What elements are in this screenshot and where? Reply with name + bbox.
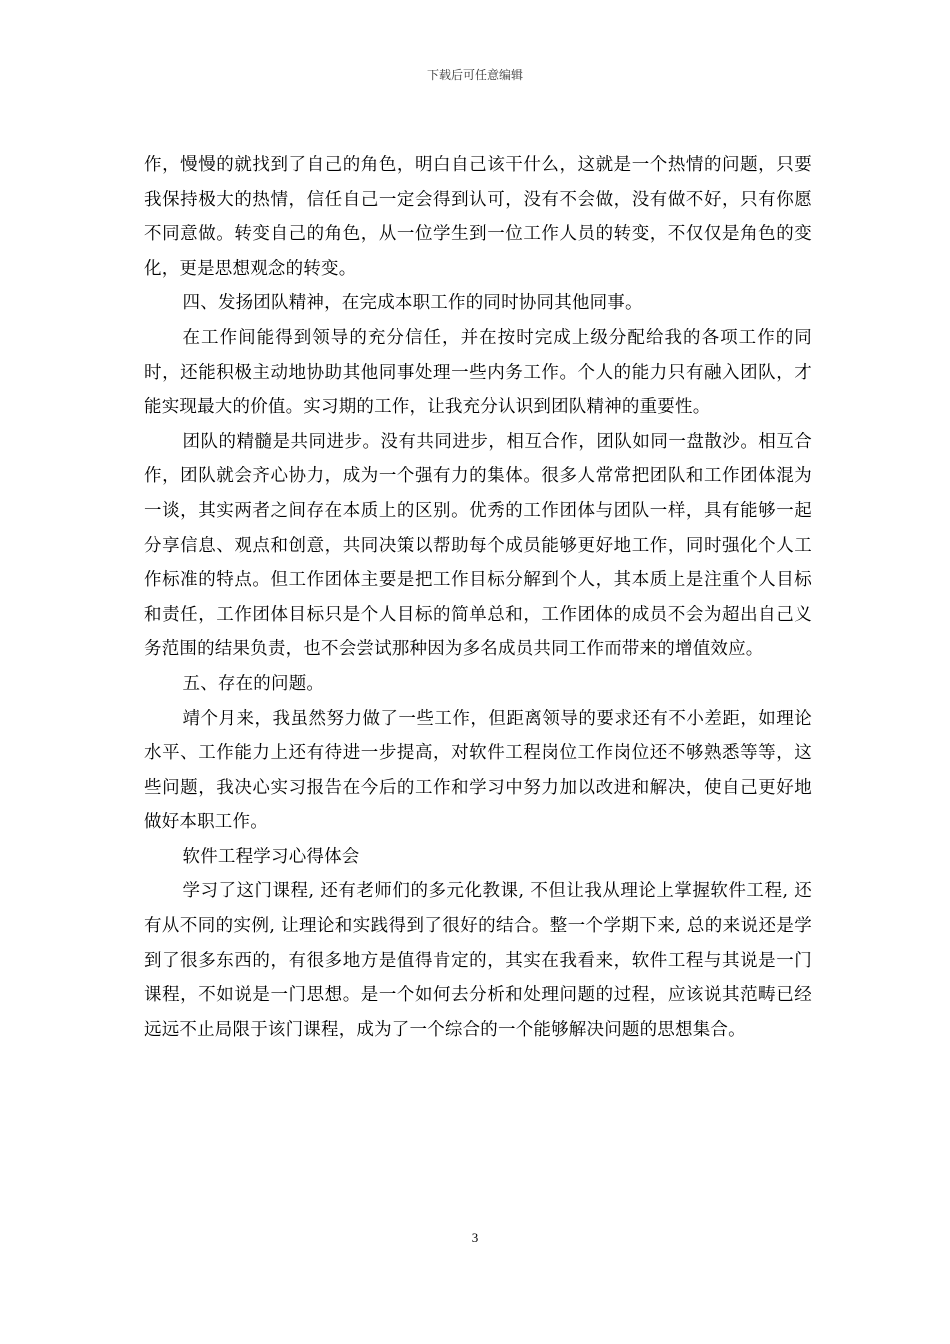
paragraph-4: 靖个月来，我虽然努力做了一些工作，但距离领导的要求还有不小差距，如理论水平、工作能力上还有待进一步提高，对软件工程岗位工作岗位还不够熟悉等等，这些问题，我决心实习报告在今后的工作和学习中努力加以改进和解决，使自己更好地做好本职工作。 bbox=[144, 708, 812, 833]
essay-title: 软件工程学习心得体会 bbox=[182, 846, 360, 867]
paragraph-5: 学习了这门课程, 还有老师们的多元化教课, 不但让我从理论上掌握软件工程, 还有从不同的实例, 让理论和实践得到了很好的结合。整一个学期下来, 总的来说还是学到了很多东西的，有很多地方是值得肯定的，其实在我看来，软件工程与其说是一门课程，不如说是一门思想。是一个如何去分析和处理问题的过程，应该说其范畴已经远远不止局限于该门课程，成为了一个综合的一个能够解决问题的思想集合。 bbox=[144, 881, 812, 1040]
paragraph-3: 团队的精髓是共同进步。没有共同进步，相互合作，团队如同一盘散沙。相互合作，团队就会齐心协力，成为一个强有力的集体。很多人常常把团队和工作团体混为一谈，其实两者之间存在本质上的区别。优秀的工作团体与团队一样，具有能够一起分享信息、观点和创意，共同决策以帮助每个成员能够更好地工作，同时强化个人工作标准的特点。但工作团体主要是把工作目标分解到个人，其本质上是注重个人目标和责任，工作团体目标只是个人目标的简单总和，工作团体的成员不会为超出自己义务范围的结果负责，也不会尝试那种因为多名成员共同工作而带来的增值效应。 bbox=[144, 431, 812, 660]
page-number: 3 bbox=[471, 1230, 479, 1245]
section-heading-5: 五、存在的问题。 bbox=[182, 673, 325, 694]
document-body bbox=[144, 148, 812, 1047]
paragraph-2: 在工作间能得到领导的充分信任，并在按时完成上级分配给我的各项工作的同时，还能积极主动地协助其他同事处理一些内务工作。个人的能力只有融入团队，才能实现最大的价值。实习期的工作，让我充分认识到团队精神的重要性。 bbox=[144, 327, 812, 418]
paragraph-1: 作，慢慢的就找到了自己的角色，明白自己该干什么，这就是一个热情的问题，只要我保持极大的热情，信任自己一定会得到认可，没有不会做，没有做不好，只有你愿不同意做。转变自己的角色，从一位学生到一位工作人员的转变，不仅仅是角色的变化，更是思想观念的转变。 bbox=[144, 155, 812, 279]
page-header: 下载后可任意编辑 bbox=[426, 68, 523, 82]
section-heading-4: 四、发扬团队精神，在完成本职工作的同时协同其他同事。 bbox=[182, 293, 643, 314]
